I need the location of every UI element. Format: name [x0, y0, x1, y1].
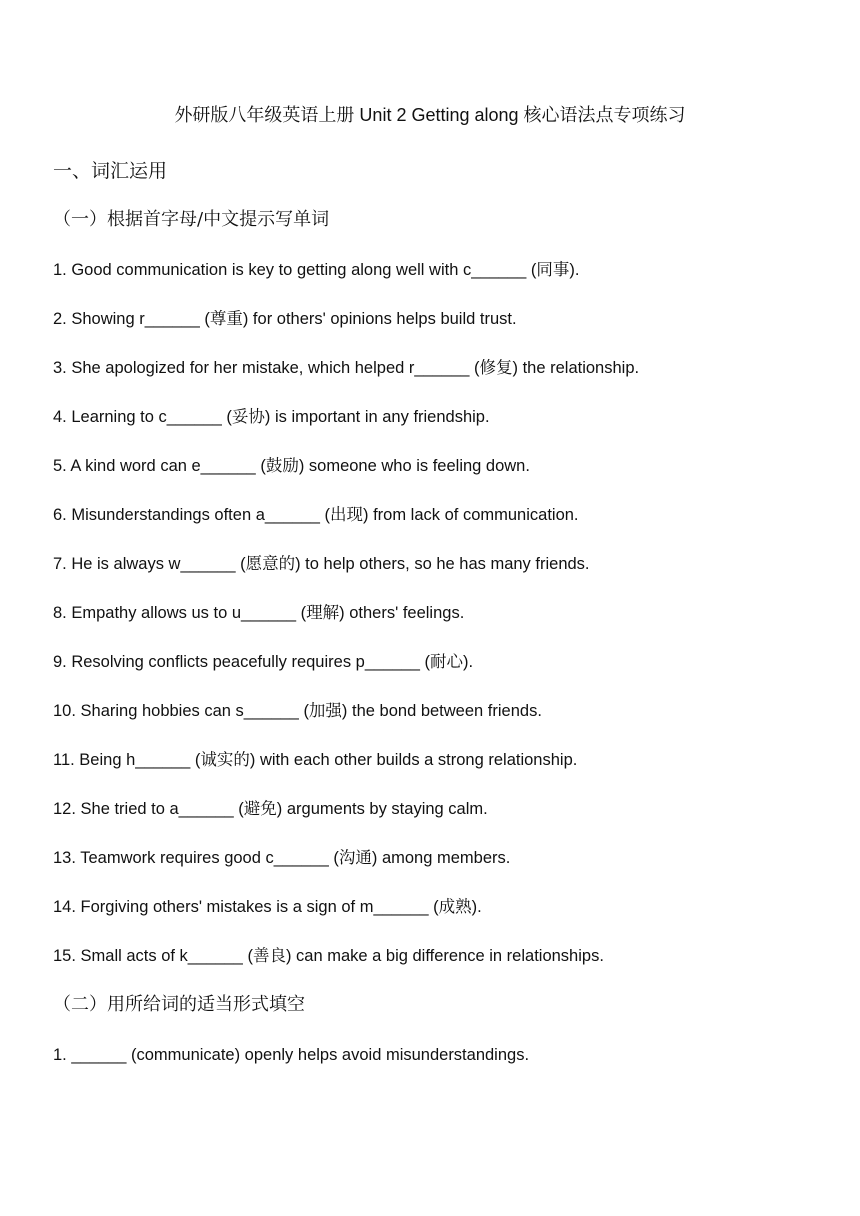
question-item: 1. Good communication is key to getting along well with c______ (同事).: [53, 261, 580, 279]
document-title: 外研版八年级英语上册 Unit 2 Getting along 核心语法点专项练习: [174, 105, 686, 125]
part-heading-word-forms: （二）用所给词的适当形式填空: [53, 994, 305, 1015]
question-item: 10. Sharing hobbies can s______ (加强) the bond between friends.: [53, 702, 542, 720]
question-item: 14. Forgiving others' mistakes is a sign of m______ (成熟).: [53, 898, 482, 916]
question-item: 4. Learning to c______ (妥协) is important in any friendship.: [53, 408, 490, 426]
section-heading-vocabulary: 一、词汇运用: [53, 160, 168, 182]
question-item: 2. Showing r______ (尊重) for others' opinions helps build trust.: [53, 310, 517, 328]
question-item: 5. A kind word can e______ (鼓励) someone who is feeling down.: [53, 457, 530, 475]
question-item: 6. Misunderstandings often a______ (出现) from lack of communication.: [53, 506, 579, 524]
question-item: 1. ______ (communicate) openly helps avoid misunderstandings.: [53, 1046, 530, 1064]
part-heading-initial-letter: （一）根据首字母/中文提示写单词: [53, 209, 330, 230]
question-item: 13. Teamwork requires good c______ (沟通) among members.: [53, 849, 511, 867]
question-item: 12. She tried to a______ (避免) arguments by staying calm.: [53, 800, 488, 818]
question-item: 3. She apologized for her mistake, which helped r______ (修复) the relationship.: [53, 359, 640, 377]
question-item: 15. Small acts of k______ (善良) can make a big difference in relationships.: [53, 947, 604, 965]
question-item: 9. Resolving conflicts peacefully requires p______ (耐心).: [53, 653, 474, 671]
question-item: 11. Being h______ (诚实的) with each other builds a strong relationship.: [53, 751, 578, 769]
question-item: 7. He is always w______ (愿意的) to help others, so he has many friends.: [53, 555, 590, 573]
question-item: 8. Empathy allows us to u______ (理解) others' feelings.: [53, 604, 465, 622]
